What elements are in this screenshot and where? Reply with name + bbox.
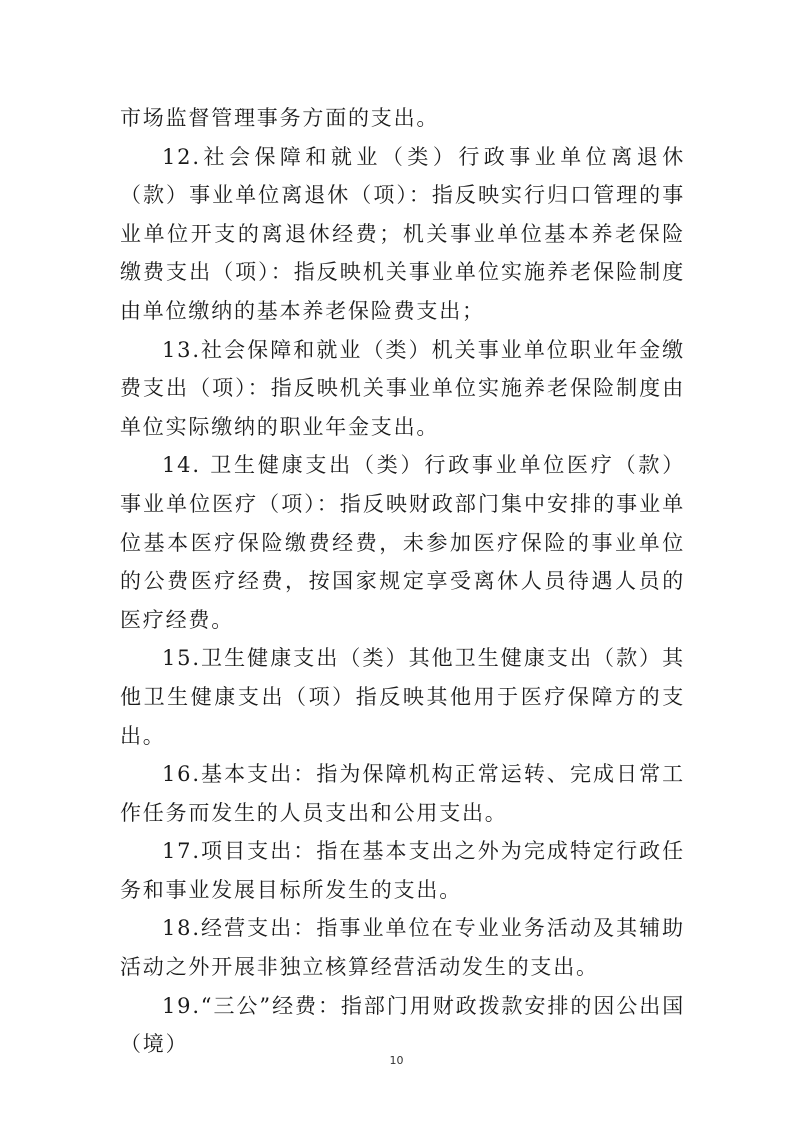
paragraph-item-19: 19.“三公”经费：指部门用财政拨款安排的因公出国（境） <box>120 993 685 1057</box>
paragraph-item-12: 12.社会保障和就业（类）行政事业单位离退休（款）事业单位离退休（项）：指反映实行归口管理的事业单位开支的离退休经费；机关事业单位基本养老保险缴费支出（项）：指反映机关事业单位实施养老保险制度由单位缴纳的基本养老保险费支出； <box>120 144 685 323</box>
page-number: 10 <box>389 1054 404 1067</box>
body-text <box>120 99 685 1064</box>
paragraph-item-16: 16.基本支出：指为保障机构正常运转、完成日常工作任务而发生的人员支出和公用支出。 <box>120 762 685 825</box>
paragraph-item-17: 17.项目支出：指在基本支出之外为完成特定行政任务和事业发展目标所发生的支出。 <box>120 839 685 902</box>
paragraph-continuation: 市场监督管理事务方面的支出。 <box>120 106 440 130</box>
paragraph-item-15: 15.卫生健康支出（类）其他卫生健康支出（款）其他卫生健康支出（项）指反映其他用于医疗保障方的支出。 <box>120 646 685 748</box>
paragraph-item-13: 13.社会保障和就业（类）机关事业单位职业年金缴费支出（项）：指反映机关事业单位实施养老保险制度由单位实际缴纳的职业年金支出。 <box>120 337 685 439</box>
paragraph-item-14: 14. 卫生健康支出（类）行政事业单位医疗（款）事业单位医疗（项）：指反映财政部门集中安排的事业单位基本医疗保险缴费经费，未参加医疗保险的事业单位的公费医疗经费，按国家规定享受离休人员待遇人员的医疗经费。 <box>120 453 685 632</box>
paragraph-item-18: 18.经营支出：指事业单位在专业业务活动及其辅助活动之外开展非独立核算经营活动发生的支出。 <box>120 916 685 980</box>
